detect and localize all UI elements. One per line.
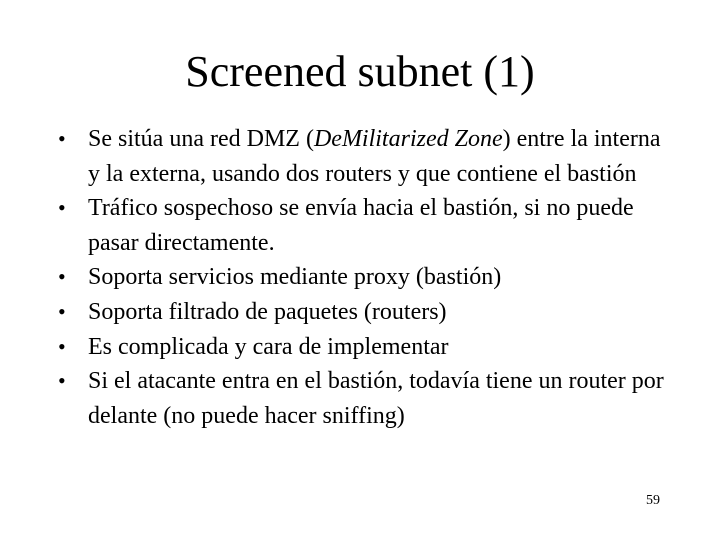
bullet-text-pre: Se sitúa una red DMZ ( [88,126,314,152]
bullet-text-post: ) entre la interna y la externa, usando dos routers y que contiene el bastión [88,126,661,187]
bullet-text: Si el atacante entra en el bastión, todavía tiene un router por delante (no puede hacer sniffing) [88,368,664,429]
bullet-item [58,330,668,365]
bullet-item [58,122,668,191]
page-number: 59 [646,493,660,508]
bullet-item [58,295,668,330]
bullet-marker: • [58,126,66,151]
bullet-marker: • [58,333,66,359]
bullet-marker: • [58,368,66,394]
bullet-list [58,122,668,433]
bullet-marker: • [58,298,66,324]
bullet-marker: • [58,264,66,290]
bullet-item [58,191,668,260]
bullet-text: Tráfico sospechoso se envía hacia el bastión, si no puede pasar directamente. [88,195,634,256]
bullet-text: Soporta filtrado de paquetes (routers) [88,298,447,325]
bullet-text: Soporta servicios mediante proxy (bastión) [88,264,502,291]
bullet-item [58,364,668,433]
slide-title: Screened subnet (1) [185,47,535,96]
bullet-marker: • [58,195,66,221]
bullet-item [58,260,668,295]
bullet-text: Es complicada y cara de implementar [88,333,449,360]
bullet-text-italic: DeMilitarized Zone [313,126,503,152]
